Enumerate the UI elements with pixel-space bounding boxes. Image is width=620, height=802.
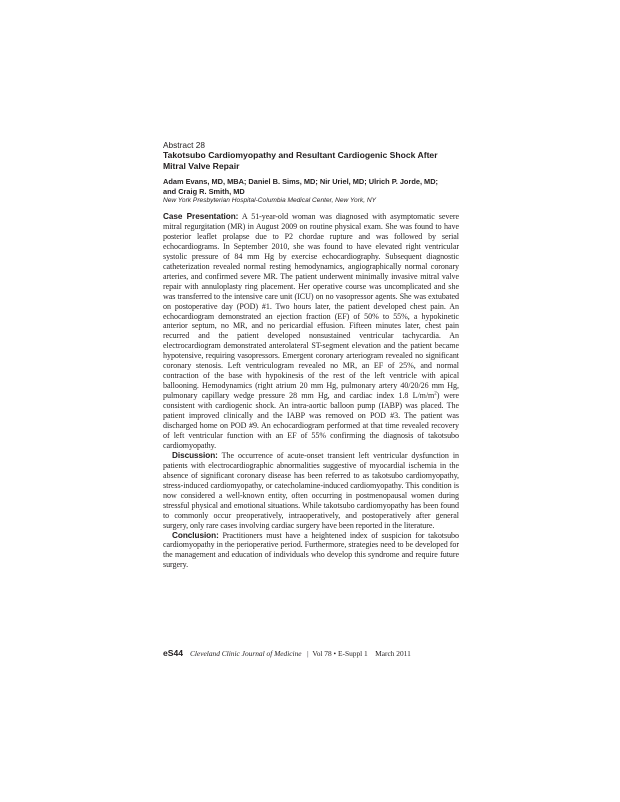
conclusion-text: Practitioners must have a heightened index of suspicion for takotsubo cardiomyopathy in the perioperative period. Furthermore, strategies need to be developed for the management and education of individuals who develop this syndrome and require future surgery. xyxy=(163,530,459,570)
page-number: eS44 xyxy=(163,648,184,658)
conclusion-heading: Conclusion: xyxy=(172,530,219,540)
abstract-article xyxy=(163,140,459,570)
case-text-part-1: A 51-year-old woman was diagnosed with asymptomatic severe mitral regurgitation (MR) in August 2009 on routine physical exam. She was found to have posterior leaflet prolapse due to P2 chordae rupture and was followed by serial echocardiograms. In September 2010, she was found to have elevated right ventricular systolic pressure of 84 mm Hg by exercise echocardiography. Subsequent diagnostic catheterization revealed normal resting hemodynamics, angiographically normal coronary arteries, and confirmed severe MR. The patient underwent minimally invasive mitral valve repair with annuloplasty ring placement. Her operative course was uncomplicated and she was transferred to the intensive care unit (ICU) on no vasopressor agents. She was extubated on postoperative day (POD) #1. Two hours later, the patient developed chest pain. An echocardiogram demonstrated an ejection fraction (EF) of 50% to 55%, a hypokinetic anterior septum, no MR, and no pericardial effusion. Fifteen minutes later, chest pain recurred and the patient developed nonsustained ventricular tachycardia. An electrocardiogram demonstrated anterolateral ST-segment elevation and the patient became hypotensive, requiring vasopressors. Emergent coronary arteriogram revealed no significant coronary stenosis. Left ventriculogram revealed no MR, an EF of 25%, and normal contraction of the base with hypokinesis of the rest of the left ventricle with apical ballooning. Hemodynamics (right atrium 20 mm Hg, pulmonary artery 40/20/26 mm Hg, pulmonary capillary wedge pressure 28 mm Hg, and cardiac index 1.8 L/m/m xyxy=(163,212,459,401)
case-presentation-paragraph xyxy=(163,212,459,451)
affiliation: New York Presbyterian Hospital-Columbia Medical Center, New York, NY xyxy=(163,197,377,204)
journal-name: Cleveland Clinic Journal of Medicine xyxy=(189,649,302,658)
page-footer xyxy=(163,648,463,658)
issue-date: March 2011 xyxy=(375,649,411,658)
abstract-number: Abstract 28 xyxy=(163,140,205,150)
case-presentation-heading: Case Presentation: xyxy=(163,212,239,221)
title-line-2: Mitral Valve Repair xyxy=(163,160,240,171)
case-text-part-2: ) were consistent with cardiogenic shock. An intra-aortic balloon pump (IABP) was placed. The patient improved clinically and the IABP was removed on POD #3. The patient was discharged home on POD #9. An echocardiogram performed at that time revealed recovery of left ventricular function with an EF of 55% confirming the diagnosis of takotsubo cardiomyopathy. xyxy=(163,391,459,450)
discussion-heading: Discussion: xyxy=(172,450,218,460)
discussion-text: The occurrence of acute-onset transient left ventricular dysfunction in patients with electrocardiographic abnormalities suggestive of myocardial ischemia in the absence of significant coronary disease has been referred to as takotsubo cardiomyopathy, stress-induced cardiomyopathy, or catecholamine-induced cardiomyopathy. This condition is now considered a well-known entity, often occurring in postmenopausal women during stressful physical and emotional situations. While takotsubo cardiomyopathy has been found to commonly occur preoperatively, intraoperatively, and postoperatively after general surgery, only rare cases involving cardiac surgery have been reported in the literature. xyxy=(163,450,459,530)
title-line-1: Takotsubo Cardiomyopathy and Resultant Cardiogenic Shock After xyxy=(163,150,438,160)
author-list xyxy=(163,177,459,196)
discussion-paragraph xyxy=(163,451,459,531)
superscript: 2 xyxy=(434,391,437,397)
authors-line-1: Adam Evans, MD, MBA; Daniel B. Sims, MD; Nir Uriel, MD; Ulrich P. Jorde, MD; xyxy=(163,177,439,186)
authors-line-2: and Craig R. Smith, MD xyxy=(163,186,245,196)
article-title xyxy=(163,150,459,171)
conclusion-paragraph xyxy=(163,531,459,571)
footer-separator: | xyxy=(303,649,313,658)
volume-info: Vol 78 • E-Suppl 1 xyxy=(312,649,368,658)
